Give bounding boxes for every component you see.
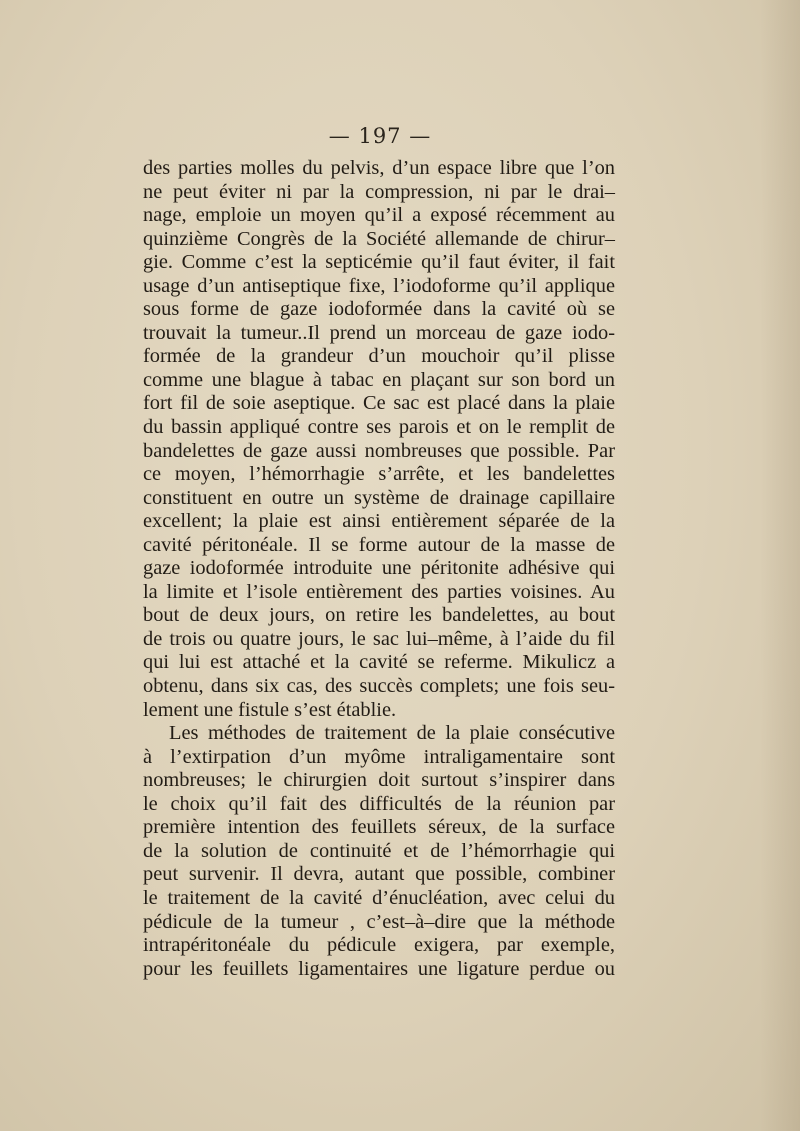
text-line: quinzième Congrès de la Société allemande de chirur– bbox=[143, 227, 615, 250]
text-line: formée de la grandeur d’un mouchoir qu’il plisse bbox=[143, 345, 615, 368]
text-line: le traitement de la cavité d’énucléation, avec celui du bbox=[143, 886, 615, 909]
page-edge-shadow bbox=[760, 0, 800, 1131]
text-line: nombreuses; le chirurgien doit surtout s’inspirer dans bbox=[143, 769, 615, 792]
text-line: excellent; la plaie est ainsi entièrement séparée de la bbox=[143, 510, 615, 533]
page-number: — 197 — bbox=[328, 124, 432, 148]
text-line: gie. Comme c’est la septicémie qu’il faut éviter, il fait bbox=[143, 251, 615, 274]
text-line: pour les feuillets ligamentaires une ligature perdue ou bbox=[143, 957, 615, 980]
text-line: ce moyen, l’hémorrhagie s’arrête, et les bandelettes bbox=[143, 463, 615, 486]
text-line: constituent en outre un système de drainage capillaire bbox=[143, 486, 615, 509]
text-line: à l’extirpation d’un myôme intraligamentaire sont bbox=[143, 745, 615, 768]
text-line: usage d’un antiseptique fixe, l’iodoforme qu’il applique bbox=[143, 274, 615, 297]
text-line: de trois ou quatre jours, le sac lui–même, à l’aide du fil bbox=[143, 627, 615, 650]
text-line: cavité péritonéale. Il se forme autour de la masse de bbox=[143, 533, 615, 556]
paragraph-end-line: lement une fistule s’est établie. bbox=[143, 698, 397, 721]
text-line: intrapéritonéale du pédicule exigera, par exemple, bbox=[143, 934, 615, 957]
text-line: nage, emploie un moyen qu’il a exposé récemment au bbox=[143, 204, 615, 227]
text-line: la limite et l’isole entièrement des parties voisines. Au bbox=[143, 580, 615, 603]
text-line: des parties molles du pelvis, d’un espace libre que l’on bbox=[143, 157, 615, 179]
text-line: trouvait la tumeur..Il prend un morceau de gaze iodo- bbox=[143, 321, 615, 344]
text-line: pédicule de la tumeur , c’est–à–dire que la méthode bbox=[143, 910, 615, 933]
text-line: de la solution de continuité et de l’hémorrhagie qui bbox=[143, 839, 615, 862]
text-line: bandelettes de gaze aussi nombreuses que possible. Par bbox=[143, 439, 615, 462]
text-line: première intention des feuillets séreux, de la surface bbox=[143, 816, 615, 839]
text-line: ne peut éviter ni par la compression, ni par le drai– bbox=[143, 180, 615, 203]
text-line: qui lui est attaché et la cavité se referme. Mikulicz a bbox=[143, 651, 615, 674]
text-line: du bassin appliqué contre ses parois et on le remplit de bbox=[143, 416, 615, 439]
text-line: peut survenir. Il devra, autant que possible, combiner bbox=[143, 863, 615, 886]
text-line: le choix qu’il fait des difficultés de la réunion par bbox=[143, 792, 615, 815]
paragraph-start-line: Les méthodes de traitement de la plaie consécutive bbox=[169, 722, 615, 745]
text-line: fort fil de soie aseptique. Ce sac est placé dans la plaie bbox=[143, 392, 615, 415]
text-line: gaze iodoformée introduite une péritonite adhésive qui bbox=[143, 557, 615, 580]
text-line: sous forme de gaze iodoformée dans la cavité où se bbox=[143, 298, 615, 321]
text-line: comme une blague à tabac en plaçant sur son bord un bbox=[143, 368, 615, 391]
body-text bbox=[143, 157, 615, 981]
text-line: obtenu, dans six cas, des succès complets; une fois seu- bbox=[143, 675, 615, 698]
text-line: bout de deux jours, on retire les bandelettes, au bout bbox=[143, 604, 615, 627]
